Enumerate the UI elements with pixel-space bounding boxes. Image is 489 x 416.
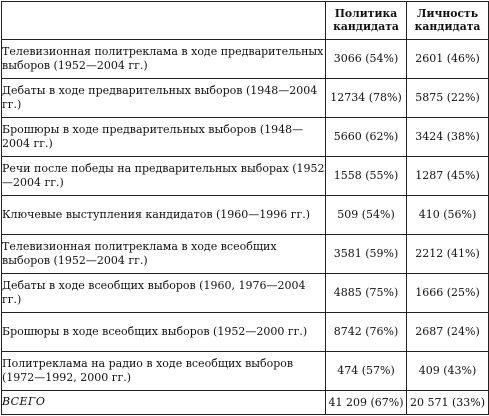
total-personality-value: 20 571 (33%) [407, 391, 489, 415]
row-label: Политреклама на радио в ходе всеобщих выборов (1972—1992, 2000 гг.) [2, 352, 326, 391]
table-row [2, 274, 489, 313]
row-personality-value: 2212 (41%) [407, 235, 489, 274]
table-row [2, 313, 489, 352]
table-body [2, 40, 489, 415]
table-header [2, 2, 489, 40]
row-policy-value: 3581 (59%) [326, 235, 407, 274]
row-policy-value: 3066 (54%) [326, 40, 407, 79]
row-label: Ключевые выступления кандидатов (1960—1996 гг.) [2, 196, 326, 235]
table-row [2, 352, 489, 391]
row-policy-value: 1558 (55%) [326, 157, 407, 196]
row-policy-value: 474 (57%) [326, 352, 407, 391]
row-label: Брошюры в ходе всеобщих выборов (1952—2000 гг.) [2, 313, 326, 352]
row-policy-value: 12734 (78%) [326, 79, 407, 118]
row-personality-value: 1287 (45%) [407, 157, 489, 196]
row-personality-value: 5875 (22%) [407, 79, 489, 118]
row-label: Дебаты в ходе предварительных выборов (1948—2004 гг.) [2, 79, 326, 118]
header-row [2, 2, 489, 40]
row-policy-value: 8742 (76%) [326, 313, 407, 352]
row-policy-value: 5660 (62%) [326, 118, 407, 157]
header-policy: Политика кандидата [326, 2, 407, 40]
table-row [2, 157, 489, 196]
row-policy-value: 509 (54%) [326, 196, 407, 235]
row-policy-value: 4885 (75%) [326, 274, 407, 313]
table-row [2, 40, 489, 79]
header-empty-cell [2, 2, 326, 40]
row-label: Телевизионная политреклама в ходе всеобщих выборов (1952—2004 гг.) [2, 235, 326, 274]
row-label: Брошюры в ходе предварительных выборов (1948—2004 гг.) [2, 118, 326, 157]
row-label: Речи после победы на предварительных выборах (1952—2004 гг.) [2, 157, 326, 196]
total-row [2, 391, 489, 415]
row-label: Телевизионная политреклама в ходе предварительных выборов (1952—2004 гг.) [2, 40, 326, 79]
row-personality-value: 2601 (46%) [407, 40, 489, 79]
total-policy-value: 41 209 (67%) [326, 391, 407, 415]
row-personality-value: 409 (43%) [407, 352, 489, 391]
header-personality: Личность кандидата [407, 2, 489, 40]
row-personality-value: 2687 (24%) [407, 313, 489, 352]
total-label: ВСЕГО [2, 391, 326, 415]
row-personality-value: 3424 (38%) [407, 118, 489, 157]
row-label: Дебаты в ходе всеобщих выборов (1960, 1976—2004 гг.) [2, 274, 326, 313]
table-row [2, 235, 489, 274]
campaign-content-table [1, 1, 489, 415]
row-personality-value: 1666 (25%) [407, 274, 489, 313]
table-row [2, 196, 489, 235]
row-personality-value: 410 (56%) [407, 196, 489, 235]
table-row [2, 118, 489, 157]
table-row [2, 79, 489, 118]
